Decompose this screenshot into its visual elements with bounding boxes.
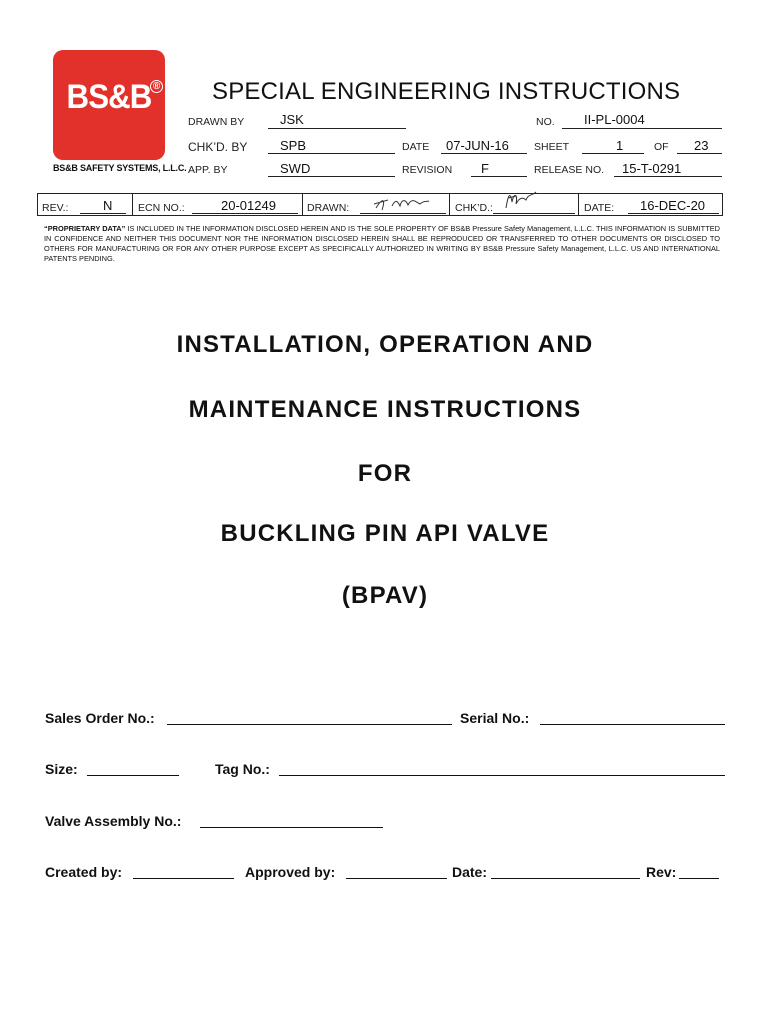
of-value: 23 [694, 138, 709, 153]
drawn-by-label: DRAWN BY [188, 116, 245, 128]
revision-line [471, 176, 527, 177]
of-label: OF [654, 141, 669, 153]
date-value: 07-JUN-16 [446, 138, 509, 153]
size-label: Size: [45, 761, 78, 777]
registered-mark: ® [150, 80, 163, 93]
date-line [441, 153, 527, 154]
chkd-label: CHK’D.: [455, 202, 493, 214]
drawn-by-line [268, 128, 406, 129]
chkd-by-line [268, 153, 395, 154]
release-label: RELEASE NO. [534, 164, 605, 176]
tag-label: Tag No.: [215, 761, 270, 777]
sheet-line [582, 153, 644, 154]
serial-field[interactable] [540, 724, 725, 725]
sheet-label: SHEET [534, 141, 570, 153]
app-by-line [268, 176, 395, 177]
heading-line-1: INSTALLATION, OPERATION AND [176, 331, 594, 358]
rev-date-line [628, 213, 719, 214]
drawn-signature [372, 194, 432, 214]
ecn-line [192, 213, 298, 214]
no-value: II-PL-0004 [584, 112, 645, 127]
logo-text: BS&B [66, 78, 152, 116]
proprietary-notice [44, 224, 720, 264]
company-name: BS&B SAFETY SYSTEMS, L.L.C. [53, 163, 187, 173]
valve-assembly-field[interactable] [200, 827, 383, 828]
rev-label: REV.: [42, 202, 69, 214]
valve-assembly-label: Valve Assembly No.: [45, 813, 182, 829]
serial-label: Serial No.: [460, 710, 530, 726]
sheet-value: 1 [616, 138, 624, 153]
document-title: SPECIAL ENGINEERING INSTRUCTIONS [212, 78, 681, 105]
drawn-divider [449, 193, 450, 215]
rev-field-label: Rev: [646, 864, 677, 880]
rev-divider [132, 193, 133, 215]
created-by-field[interactable] [133, 878, 234, 879]
sales-order-label: Sales Order No.: [45, 710, 155, 726]
sales-order-field[interactable] [167, 724, 452, 725]
chkd-line [493, 213, 575, 214]
chkd-divider [578, 193, 579, 215]
created-by-label: Created by: [45, 864, 123, 880]
rev-line [80, 213, 126, 214]
rev-date-value: 16-DEC-20 [640, 198, 706, 213]
approved-by-label: Approved by: [245, 864, 336, 880]
ecn-value: 20-01249 [221, 198, 276, 213]
ecn-label: ECN NO.: [138, 202, 185, 214]
approved-by-field[interactable] [346, 878, 447, 879]
release-line [614, 176, 722, 177]
checked-signature [502, 188, 542, 212]
chkd-by-value: SPB [280, 138, 307, 153]
heading-line-3: FOR [357, 460, 413, 487]
size-field[interactable] [87, 775, 179, 776]
drawn-by-value: JSK [280, 112, 304, 127]
heading-line-4: BUCKLING PIN API VALVE [220, 520, 550, 547]
revision-value: F [481, 161, 489, 176]
release-value: 15-T-0291 [622, 161, 682, 176]
date-label: DATE [402, 141, 430, 153]
proprietary-lead: “PROPRIETARY DATA” [44, 224, 126, 233]
heading-line-2: MAINTENANCE INSTRUCTIONS [188, 396, 582, 423]
rev-date-label: DATE: [584, 202, 615, 214]
of-line [677, 153, 722, 154]
revision-label: REVISION [402, 164, 453, 176]
app-by-value: SWD [280, 161, 311, 176]
app-by-label: APP. BY [188, 164, 228, 176]
chkd-by-label: CHK’D. BY [188, 140, 248, 154]
ecn-divider [302, 193, 303, 215]
drawn-label: DRAWN: [307, 202, 350, 214]
rev-field[interactable] [679, 878, 719, 879]
bsb-logo [53, 50, 165, 160]
no-label: NO. [536, 116, 555, 128]
drawn-line [360, 213, 446, 214]
heading-line-5: (BPAV) [341, 582, 429, 609]
no-line [562, 128, 722, 129]
date-field-label: Date: [452, 864, 488, 880]
proprietary-text: IS INCLUDED IN THE INFORMATION DISCLOSED HEREIN AND IS THE SOLE PROPERTY OF BS&B Pressure Safety Management, L.L.C. THIS INFORMATION IS SUBMITTED IN CONFIDENCE AND NEITHER THIS DOCUMENT NOR THE INFORMATION DISCLOSED HEREIN SHALL BE REPRODUCED OR TRANSFERRED TO OTHER DOCUMENTS OR DISCLOSED TO OTHERS FOR MANUFACTURING OR FOR ANY OTHER PURPOSE EXCEPT AS SPECIFICALLY AUTHORIZED IN WRITING BY BS&B Pressure Safety Management, L.L.C. US AND INTERNATIONAL PATENTS PENDING. [44, 224, 720, 263]
tag-field[interactable] [279, 775, 725, 776]
date-field[interactable] [491, 878, 640, 879]
rev-value: N [103, 198, 113, 213]
